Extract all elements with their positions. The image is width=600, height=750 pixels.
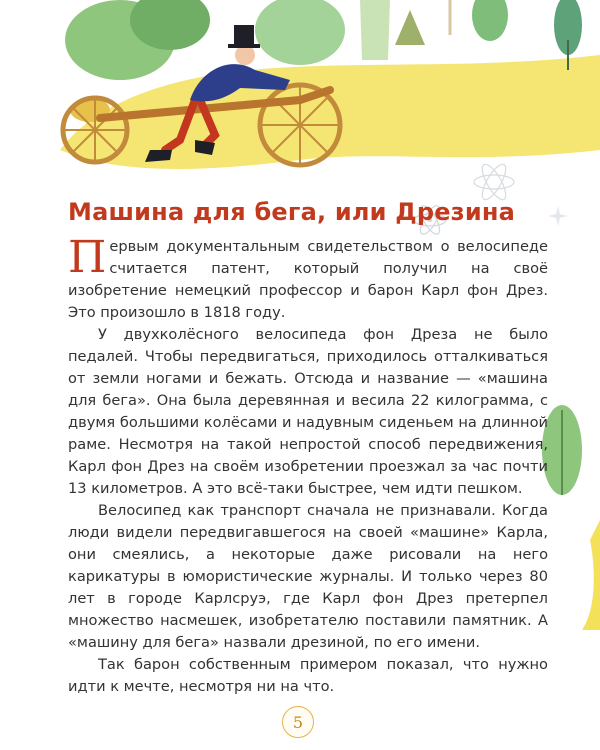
tree — [360, 0, 390, 60]
paragraph: Так барон собственным примером показал, что нужно идти к мечте, несмотря ни на что. — [68, 656, 548, 695]
hat-brim — [228, 44, 260, 48]
green-bush — [255, 0, 345, 65]
section-title: Машина для бега, или Дрезина — [68, 198, 516, 226]
drop-cap: П — [68, 232, 107, 283]
article-body — [68, 232, 548, 698]
page-number: 5 — [282, 706, 314, 738]
paragraph: У двухколёсного велосипеда фон Дреза не было педалей. Чтобы передвигаться, приходилось отталкиваться от земли ногами и бежать. Отсюда и название — «машина для бега». Она была деревянная и весила 22 килограмма, с двумя большими колёсами и надувным сиденьем на длинной раме. Несмотря на такой непростой способ передвижения, Карл фон Дрез на своём изобретении проезжал за час почти 13 километров. А это всё-таки быстрее, чем идти пешком. — [68, 326, 548, 497]
top-hat — [234, 25, 254, 47]
front-wheel — [63, 98, 127, 162]
tree — [395, 10, 425, 45]
paragraph — [68, 232, 548, 324]
paragraph-text: ервым документальным свидетельством о велосипеде считается патент, который получил на своё изобретение немецкий профессор и барон Карл фон Дрез. Это произошло в 1818 году. — [68, 238, 548, 321]
sparkle-decoration — [548, 206, 568, 226]
tree — [472, 0, 508, 41]
paragraph: Велосипед как транспорт сначала не признавали. Когда люди видели передвигавшегося на своей «машине» Карла, они смеялись, а некоторые даже рисовали на него карикатуры в юмористические журналы. И только через 80 лет в городе Карлсруэ, где Карл фон Дрез претерпел множество насмешек, изобретателю поставили памятник. А «машину для бега» назвали дрезиной, по его имени. — [68, 502, 548, 651]
